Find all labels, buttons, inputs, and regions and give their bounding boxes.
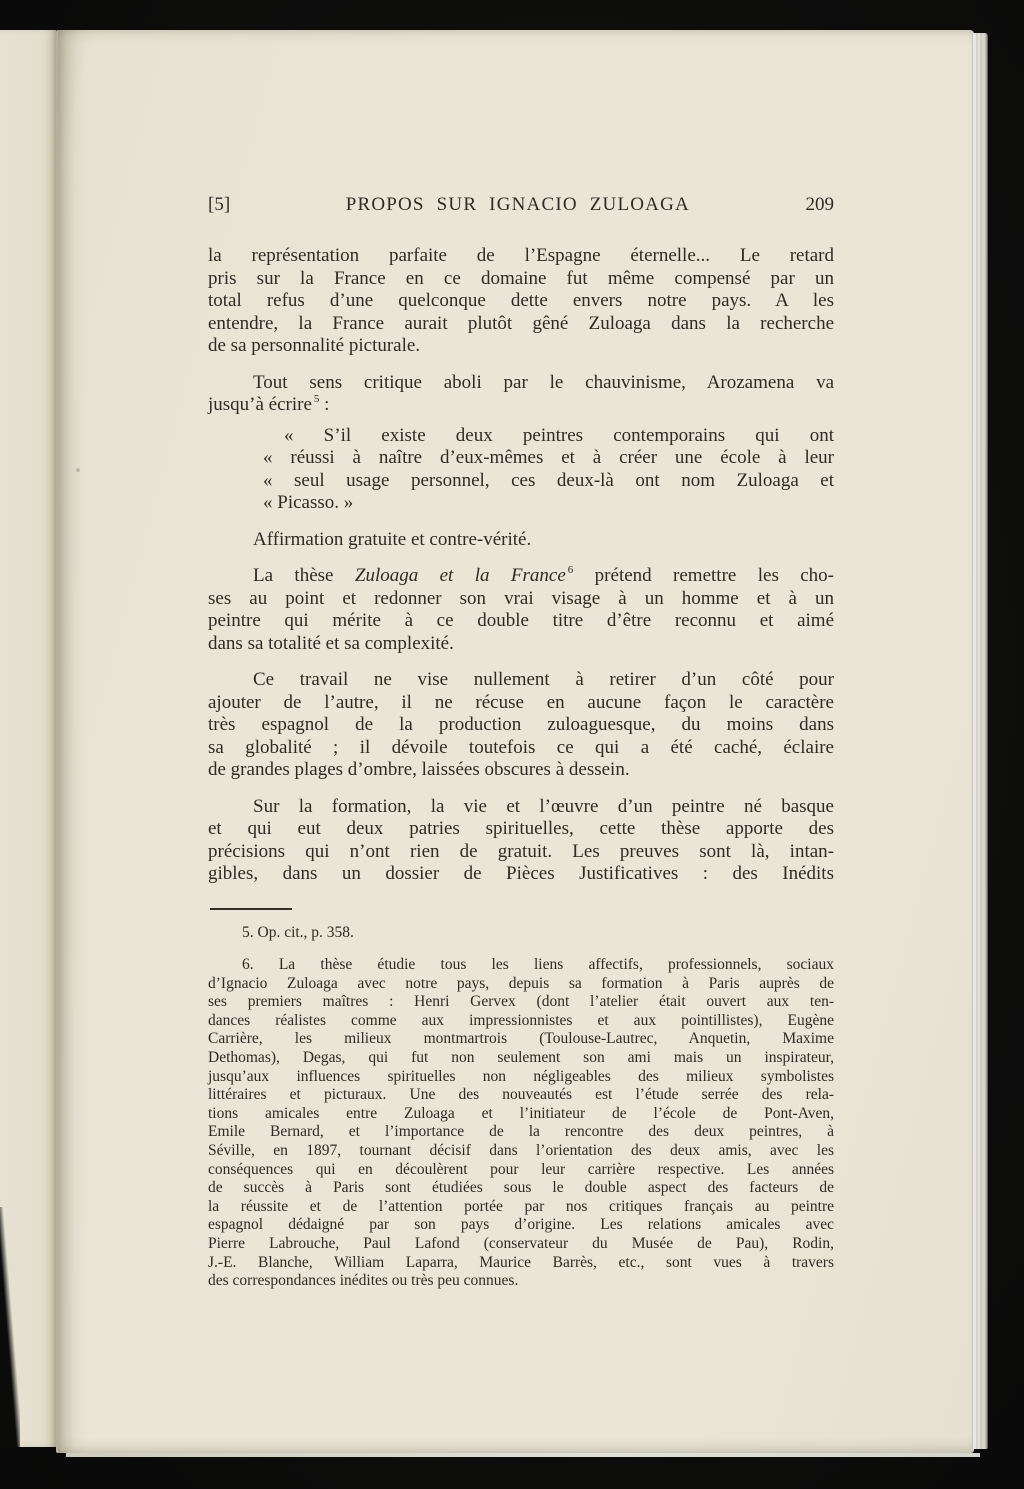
footnote-rule [210, 908, 292, 910]
text-segment: de grandes plages d’ombre, laissées obscures à dessein. [208, 759, 630, 780]
text-line [208, 1272, 834, 1291]
paragraph [208, 245, 834, 358]
text-line [208, 1086, 834, 1105]
text-line [208, 692, 834, 715]
text-line [208, 1012, 834, 1031]
text-line [263, 492, 834, 515]
text-segment: et qui eut deux patries spirituelles, cette thèse apporte des [208, 818, 834, 839]
text-segment: pris sur la France en ce domaine fut même compensé par un [208, 267, 834, 289]
text-line [208, 796, 834, 819]
text-line [208, 924, 834, 943]
text-segment: jusqu’à écrire [208, 394, 312, 415]
text-line [208, 268, 834, 291]
text-segment: Séville, en 1897, tournant décisif dans l’orientation des deux amis, avec les [208, 1142, 834, 1160]
bottom-page-edge [66, 1453, 980, 1457]
text-segment: 5. Op. cit., p. 358. [242, 923, 354, 941]
text-segment: d’Ignacio Zuloaga avec notre pays, depuis sa formation à Paris auprès de [208, 974, 834, 992]
running-head [208, 194, 834, 216]
text-segment: « Picasso. » [263, 492, 354, 513]
text-segment: ses au point et redonner son vrai visage à un homme et à un [208, 587, 834, 609]
text-line [208, 1198, 834, 1217]
text-segment: Tout sens critique aboli par le chauvinisme, Arozamena va [253, 371, 834, 393]
text-segment: ajouter de l’autre, il ne récuse en aucune façon le caractère [208, 691, 834, 713]
text-line [208, 313, 834, 336]
text-line [208, 372, 834, 395]
text-segment: « réussi à naître d’eux-mêmes et à créer une école à leur [263, 447, 834, 468]
footnote [208, 924, 834, 943]
text-segment: « seul usage personnel, ces deux-là ont nom Zuloaga et [263, 469, 834, 491]
text-line [208, 818, 834, 841]
text-segment: ses premiers maîtres : Henri Gervex (dont l’atelier était ouvert aux ten- [208, 993, 834, 1011]
text-line [208, 290, 834, 313]
header-section-marker: [5] [208, 194, 231, 215]
text-segment: précisions qui n’ont rien de gratuit. Les preuves sont là, intan- [208, 840, 834, 862]
text-segment: « S’il existe deux peintres contemporains qui ont [284, 424, 834, 446]
text-line [208, 714, 834, 737]
text-segment: tions amicales entre Zuloaga et l’initiateur de l’école de Pont-Aven, [208, 1104, 834, 1122]
text-line [208, 565, 834, 588]
text-segment: Emile Bernard, et l’importance de la rencontre des deux peintres, à [208, 1123, 834, 1141]
text-segment: prétend remettre les cho- [573, 565, 834, 586]
paragraph [208, 372, 834, 417]
text-line [208, 1049, 834, 1068]
paragraph [208, 529, 834, 552]
header-title: PROPOS SUR IGNACIO ZULOAGA [345, 194, 690, 215]
text-segment: Ce travail ne vise nullement à retirer d’un côté pour [253, 669, 834, 690]
text-segment: de succès à Paris sont étudiées sous le double aspect des facteurs de [208, 1179, 834, 1197]
text-segment: gibles, dans un dossier de Pièces Justificatives : des Inédits [208, 863, 834, 884]
text-line [208, 993, 834, 1012]
footnote [208, 956, 834, 1291]
text-segment: : [319, 394, 330, 415]
paper-speck [76, 468, 80, 472]
text-line [208, 588, 834, 611]
text-segment: sa globalité ; il dévoile toutefois ce qui a été caché, éclaire [208, 736, 834, 758]
text-segment: la réussite et de l’attention portée par nos critiques français au peintre [208, 1197, 834, 1215]
text-line [208, 1254, 834, 1273]
text-segment: peintre qui mérite à ce double titre d’être reconnu et aimé [208, 610, 834, 631]
text-line [208, 529, 834, 552]
text-line [208, 737, 834, 760]
text-segment: de sa personnalité picturale. [208, 335, 421, 356]
page-stack-edges [972, 33, 988, 1449]
text-segment: Affirmation gratuite et contre-vérité. [253, 528, 532, 550]
text-segment: total refus d’une quelconque dette envers notre pays. A les [208, 290, 834, 311]
text-segment: dans sa totalité et sa complexité. [208, 632, 454, 654]
footnote-marker: 6 [567, 563, 574, 576]
book-page [56, 30, 974, 1453]
text-segment: espagnol dédaigné par son pays d’origine. Les relations amicales avec [208, 1216, 834, 1234]
text-line [208, 759, 834, 782]
text-line [208, 610, 834, 633]
text-line [208, 1179, 834, 1198]
text-line [208, 669, 834, 692]
text-line [208, 975, 834, 994]
paragraph [208, 565, 834, 655]
quote [263, 425, 834, 515]
text-line [263, 470, 834, 493]
text-line [208, 1068, 834, 1087]
text-line [263, 425, 834, 448]
text-line [208, 863, 834, 886]
text-segment: jusqu’aux influences spirituelles non négligeables des milieux symbolistes [208, 1067, 834, 1085]
header-page-number: 209 [805, 194, 834, 215]
text-segment: J.-E. Blanche, William Laparra, Maurice Barrès, etc., sont vues à travers [208, 1253, 834, 1271]
text-line [208, 1161, 834, 1180]
text-line [208, 1235, 834, 1254]
text-line [208, 841, 834, 864]
left-page-edge [0, 30, 56, 1447]
paragraph [208, 796, 834, 886]
text-segment: La thèse [253, 565, 355, 586]
text-segment: entendre, la France aurait plutôt gêné Zuloaga dans la recherche [208, 312, 834, 334]
text-line [208, 335, 834, 358]
text-segment: des correspondances inédites ou très peu connues. [208, 1272, 519, 1290]
text-segment: Zuloaga et la France [354, 565, 566, 586]
text-line [263, 447, 834, 470]
text-segment: dances réalistes comme aux impressionnistes et aux pointillistes), Eugène [208, 1011, 834, 1029]
text-segment: littéraires et picturaux. Une des nouveautés est l’étude serrée des rela- [208, 1086, 834, 1104]
text-line [208, 956, 834, 975]
footnote-marker: 5 [313, 392, 320, 405]
text-segment: Sur la formation, la vie et l’œuvre d’un peintre né basque [253, 795, 834, 817]
paragraph [208, 669, 834, 782]
text-line [208, 1030, 834, 1049]
text-line [208, 1123, 834, 1142]
text-line [208, 633, 834, 656]
text-segment: Dethomas), Degas, qui fut non seulement son ami mais un inspirateur, [208, 1049, 834, 1067]
text-line [208, 1216, 834, 1235]
text-segment: 6. La thèse étudie tous les liens affectifs, professionnels, sociaux [242, 956, 834, 974]
text-line [208, 245, 834, 268]
text-segment: la représentation parfaite de l’Espagne éternelle... Le retard [208, 245, 834, 266]
text-line [208, 1142, 834, 1161]
text-line [208, 1105, 834, 1124]
text-segment: conséquences qui en découlèrent pour leur carrière respective. Les années [208, 1160, 834, 1178]
text-segment: Carrière, les milieux montmartrois (Toulouse-Lautrec, Anquetin, Maxime [208, 1030, 834, 1048]
text-line [208, 394, 834, 417]
text-block [208, 245, 834, 1291]
text-segment: très espagnol de la production zuloaguesque, du moins dans [208, 714, 834, 735]
text-segment: Pierre Labrouche, Paul Lafond (conservateur du Musée de Pau), Rodin, [208, 1235, 834, 1252]
